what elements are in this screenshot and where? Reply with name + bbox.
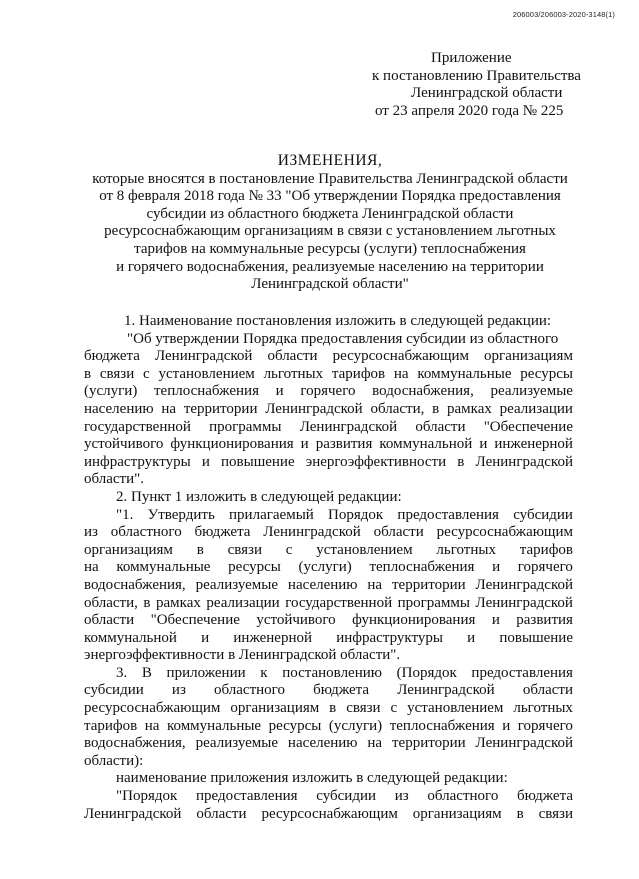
word: государственной: [285, 594, 393, 611]
word: и: [467, 629, 476, 646]
word: коммунальные: [417, 365, 512, 382]
word: энергоэффективности: [305, 453, 447, 470]
word: связи: [538, 805, 573, 822]
body-line-justified: [84, 788, 573, 806]
word: "Обеспечение: [150, 612, 240, 629]
body-line-justified: [84, 682, 573, 700]
word: повышение: [221, 453, 295, 470]
body-line-justified: [84, 612, 573, 630]
body-line: 2. Пункт 1 изложить в следующей редакции:: [116, 488, 402, 505]
word: территории: [391, 735, 466, 752]
word: инженерной: [494, 436, 573, 453]
word: горячего: [517, 717, 573, 734]
word: реализуемые: [490, 383, 573, 400]
word: на: [84, 559, 99, 576]
word: развития: [315, 436, 373, 453]
word: области: [267, 348, 318, 365]
word: ресурсоснабжающим: [332, 348, 470, 365]
word: установлением: [158, 365, 255, 382]
appendix-line-3: Ленинградской области: [411, 85, 563, 101]
word: в: [196, 541, 204, 558]
word: водоснабжения,: [372, 383, 474, 400]
word: в: [329, 700, 337, 717]
word: области: [196, 805, 247, 822]
body-line-justified: [84, 595, 573, 613]
word: и: [502, 717, 511, 734]
word: государственной: [84, 418, 191, 435]
word: предоставления: [196, 788, 298, 805]
appendix-line-4: от 23 апреля 2020 года № 225: [375, 102, 564, 119]
word: повышение: [499, 629, 573, 646]
word: рамках: [447, 400, 492, 417]
word: льготных: [263, 365, 324, 382]
word: установлением: [316, 541, 413, 558]
body-line-justified: [84, 401, 573, 419]
word: (услуги): [84, 383, 138, 400]
word: коммунальной: [379, 436, 473, 453]
word: из: [84, 524, 98, 541]
word: области: [84, 612, 135, 629]
word: связи: [346, 700, 381, 717]
word: реализуемые: [195, 735, 279, 752]
body-line-justified: [84, 542, 573, 560]
body-line-justified: [84, 718, 573, 736]
word: устойчивого: [256, 612, 336, 629]
document-id: 206003/206003-2020-3148(1): [512, 10, 615, 19]
word: на: [144, 717, 160, 734]
word: постановлению: [282, 664, 382, 681]
word: Ленинградской: [475, 594, 573, 611]
word: с: [143, 365, 150, 382]
word: теплоснабжения: [153, 383, 259, 400]
word: бюджета: [313, 682, 370, 699]
title-line: и горячего водоснабжения, реализуемые населению на территории: [116, 258, 544, 275]
word: организациям: [84, 541, 173, 558]
word: тарифов: [331, 365, 386, 382]
word: льготных: [513, 700, 573, 717]
word: области,: [370, 400, 425, 417]
body-line: энергоэффективности в Ленинградской области".: [84, 647, 401, 664]
word: территории: [391, 576, 466, 593]
word: областного: [110, 524, 182, 541]
word: ресурсы: [520, 365, 573, 382]
word: реализации: [499, 400, 573, 417]
word: водоснабжения,: [84, 576, 186, 593]
word: бюджета: [84, 348, 140, 365]
word: Ленинградской: [263, 524, 361, 541]
word: области: [415, 418, 466, 435]
appendix-line-2: к постановлению Правительства: [372, 67, 581, 84]
word: реализации: [206, 594, 280, 611]
word: связи: [99, 365, 135, 382]
word: в: [143, 594, 151, 611]
word: населению: [84, 400, 154, 417]
word: областного: [427, 788, 499, 805]
word: программы: [397, 594, 470, 611]
word: (Порядок: [396, 664, 457, 681]
word: Ленинградской: [299, 418, 398, 435]
title-line: которые вносятся в постановление Правительства Ленинградской области: [92, 170, 568, 187]
word: на: [393, 365, 409, 382]
word: и: [201, 453, 210, 470]
word: области: [522, 682, 573, 699]
appendix-header: [365, 50, 615, 120]
word: Ленинградской: [265, 400, 363, 417]
word: водоснабжения,: [84, 735, 186, 752]
word: теплоснабжения: [389, 717, 495, 734]
word: "Обеспечение: [483, 418, 573, 435]
word: ресурсоснабжающим: [84, 700, 221, 717]
title-heading: ИЗМЕНЕНИЯ,: [277, 152, 383, 169]
body-line-justified: [84, 383, 573, 401]
word: Ленинградской: [475, 576, 573, 593]
word: горячего: [300, 383, 356, 400]
word: субсидии: [84, 682, 144, 699]
word: и: [491, 612, 500, 629]
body-line-justified: [84, 806, 573, 824]
word: тарифов: [84, 717, 138, 734]
word: населению: [287, 576, 358, 593]
word: коммунальной: [84, 629, 177, 646]
word: субсидии: [513, 506, 573, 523]
title-line: ресурсоснабжающим организациям в связи с установлением льготных: [104, 223, 556, 240]
word: субсидии: [316, 788, 377, 805]
word: инфраструктуры: [84, 453, 191, 470]
word: области: [373, 524, 424, 541]
word: бюджета: [517, 788, 573, 805]
document-title: [60, 152, 600, 294]
body-line: области".: [84, 471, 145, 488]
word: прилагаемый: [229, 506, 314, 523]
body-line-justified: [84, 559, 573, 577]
body-line-justified: [84, 348, 573, 366]
word: в: [432, 400, 440, 417]
title-line: тарифов на коммунальные ресурсы (услуги) теплоснабжения: [134, 240, 526, 257]
word: населению: [287, 735, 358, 752]
body-line-justified: [84, 419, 573, 437]
word: горячего: [517, 559, 573, 576]
word: Порядок: [328, 506, 384, 523]
body-line-justified: [84, 507, 573, 525]
word: функционирования: [352, 612, 476, 629]
word: инженерной: [233, 629, 313, 646]
word: организациям: [484, 348, 573, 365]
word: предоставления: [397, 506, 499, 523]
body-line-justified: [84, 735, 573, 753]
word: рамках: [156, 594, 201, 611]
word: на: [367, 735, 383, 752]
word: "Порядок: [116, 788, 178, 805]
word: организациям: [230, 700, 320, 717]
body-line: области):: [84, 752, 144, 769]
document-body: [84, 313, 573, 823]
word: на: [367, 576, 383, 593]
word: установлением: [407, 700, 504, 717]
body-line-justified: [84, 577, 573, 595]
word: Утвердить: [147, 506, 215, 523]
body-line-justified: [84, 665, 573, 683]
word: развития: [516, 612, 573, 629]
word: организациям: [412, 805, 502, 822]
word: программы: [209, 418, 282, 435]
word: Ленинградской: [154, 348, 253, 365]
word: Ленинградской: [475, 453, 573, 470]
word: коммунальные: [116, 559, 211, 576]
word: в: [457, 453, 465, 470]
word: ресурсы: [228, 559, 281, 576]
word: реализуемые: [195, 576, 279, 593]
word: ресурсоснабжающим: [436, 524, 573, 541]
word: связи: [227, 541, 262, 558]
word: и: [275, 383, 284, 400]
body-line-justified: [84, 436, 573, 454]
word: теплоснабжения: [369, 559, 475, 576]
word: из: [171, 682, 186, 699]
title-line: субсидии из областного бюджета Ленинградской области: [146, 205, 514, 222]
body-line-justified: [84, 630, 573, 648]
word: инфраструктуры: [336, 629, 443, 646]
body-line-justified: [84, 700, 573, 718]
word: (услуги): [298, 559, 352, 576]
word: и: [300, 436, 309, 453]
word: и: [201, 629, 210, 646]
word: тарифов: [519, 541, 573, 558]
word: "1.: [116, 506, 134, 523]
word: в: [516, 805, 524, 822]
word: на: [161, 400, 177, 417]
word: ресурсы: [268, 717, 322, 734]
word: В: [141, 664, 152, 681]
title-line: от 8 февраля 2018 года № 33 "Об утверждении Порядка предоставления: [99, 188, 561, 205]
word: области,: [84, 594, 138, 611]
word: приложении: [166, 664, 246, 681]
word: Ленинградской: [397, 682, 495, 699]
appendix-line-1: Приложение: [431, 50, 512, 66]
word: функционирования: [170, 436, 294, 453]
word: и: [492, 559, 501, 576]
body-line-justified: [84, 366, 573, 384]
body-line: наименование приложения изложить в следующей редакции:: [116, 770, 508, 787]
body-line-justified: [84, 524, 573, 542]
body-line-justified: [84, 454, 573, 472]
word: областного: [214, 682, 285, 699]
body-line: 1. Наименование постановления изложить в следующей редакции:: [124, 313, 552, 329]
word: ресурсоснабжающим: [261, 805, 398, 822]
word: Ленинградской: [84, 805, 182, 822]
word: с: [390, 700, 398, 717]
word: из: [394, 788, 409, 805]
word: с: [285, 541, 293, 558]
title-line: Ленинградской области": [251, 276, 409, 293]
body-line: "Об утверждении Порядка предоставления субсидии из областного: [127, 330, 559, 347]
word: Ленинградской: [475, 735, 573, 752]
word: льготных: [436, 541, 496, 558]
word: 3.: [116, 664, 128, 681]
word: территории: [183, 400, 258, 417]
word: к: [260, 664, 268, 681]
word: коммунальные: [166, 717, 262, 734]
word: бюджета: [194, 524, 251, 541]
word: и: [479, 436, 488, 453]
word: устойчивого: [84, 436, 164, 453]
word: предоставления: [471, 664, 573, 681]
word: в: [84, 365, 92, 382]
word: (услуги): [328, 717, 383, 734]
